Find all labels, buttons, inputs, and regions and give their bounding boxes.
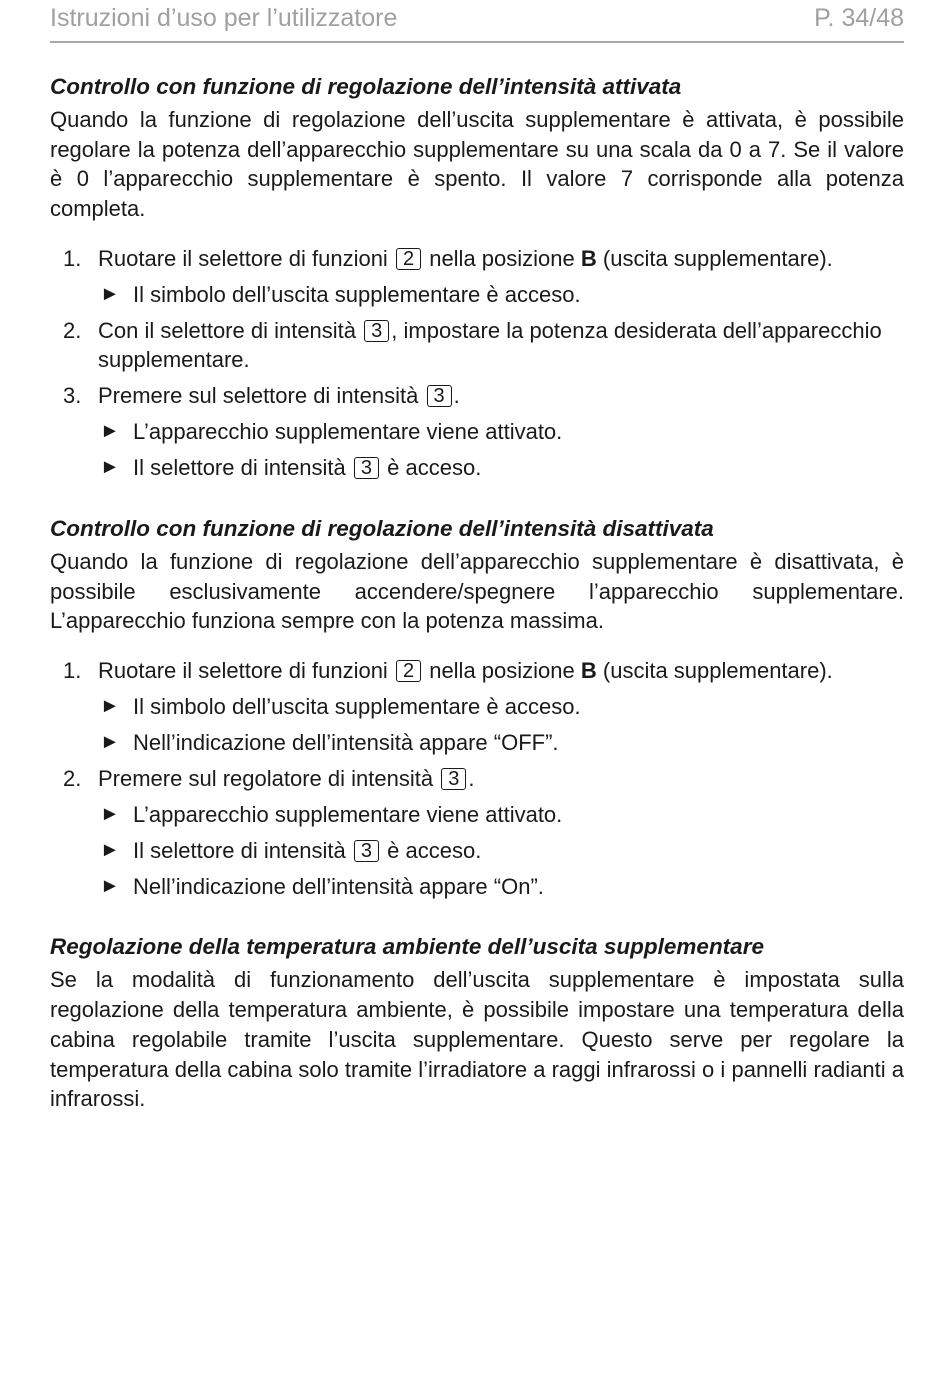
step-text: Ruotare il selettore di funzioni	[98, 657, 388, 683]
step-item	[50, 656, 904, 686]
step-text: nella posizione	[429, 657, 575, 683]
step-text: Premere sul regolatore di intensità	[98, 765, 434, 791]
step-text: .	[468, 765, 475, 791]
page-content	[50, 71, 904, 1114]
key-3-icon: 3	[441, 768, 466, 790]
result-text: Il selettore di intensità	[133, 455, 346, 481]
step-number: 1.	[63, 657, 82, 683]
step-item	[50, 244, 904, 274]
result-item	[50, 453, 904, 483]
key-3-icon: 3	[364, 320, 389, 342]
section-intensity-on	[50, 71, 904, 483]
key-3-icon: 3	[427, 385, 452, 407]
step-item	[50, 381, 904, 411]
section-intensity-off	[50, 513, 904, 902]
key-3-icon: 3	[354, 840, 379, 862]
step-text: Premere sul selettore di intensità	[98, 383, 419, 409]
triangle-right-icon: ►	[100, 282, 120, 305]
step-text: , impostare la potenza desiderata dell’apparecchio supplementare.	[98, 317, 882, 373]
result-text: L’apparecchio supplementare viene attivato.	[133, 419, 563, 445]
step-text: (uscita supplementare).	[602, 245, 833, 271]
triangle-right-icon: ►	[100, 802, 120, 825]
section-intro: Quando la funzione di regolazione dell’apparecchio supplementare è disattivata, è possibile esclusivamente accendere/spegnere l’apparecchio supplementare. L’apparecchio funziona sempre con la potenza massima.	[50, 548, 904, 634]
triangle-right-icon: ►	[100, 694, 120, 717]
result-text: è acceso.	[387, 837, 482, 863]
result-text: Il simbolo dell’uscita supplementare è acceso.	[133, 693, 581, 719]
step-number: 2.	[63, 765, 82, 791]
step-text: .	[453, 383, 460, 409]
key-2-icon: 2	[396, 248, 421, 270]
result-text: Il selettore di intensità	[133, 837, 346, 863]
result-item	[50, 836, 904, 866]
triangle-right-icon: ►	[100, 420, 120, 443]
triangle-right-icon: ►	[100, 730, 120, 753]
result-item	[50, 692, 904, 722]
position-label: B	[580, 245, 597, 271]
triangle-right-icon: ►	[100, 838, 120, 861]
step-text: Con il selettore di intensità	[98, 317, 357, 343]
step-number: 3.	[63, 383, 82, 409]
section-intro: Se la modalità di funzionamento dell’uscita supplementare è impostata sulla regolazione della temperatura ambiente, è possibile impostare una temperatura della cabina regolabile tramite l’uscita supplementare. Questo serve per regolare la temperatura della cabina solo tramite l’irradiatore a raggi infrarossi o i pannelli radianti a infrarossi.	[50, 967, 904, 1112]
step-number: 1.	[63, 245, 82, 271]
triangle-right-icon: ►	[100, 874, 120, 897]
section-heading: Regolazione della temperatura ambiente dell’uscita supplementare	[50, 934, 764, 960]
position-label: B	[580, 657, 597, 683]
key-3-icon: 3	[354, 457, 379, 479]
result-text: Nell’indicazione dell’intensità appare “On”.	[133, 873, 544, 899]
step-text: (uscita supplementare).	[602, 657, 833, 683]
instruction-list	[50, 244, 904, 483]
result-text: è acceso.	[387, 455, 482, 481]
step-text: Ruotare il selettore di funzioni	[98, 245, 388, 271]
triangle-right-icon: ►	[100, 456, 120, 479]
result-item	[50, 872, 904, 902]
section-room-temperature	[50, 931, 904, 1114]
section-heading: Controllo con funzione di regolazione dell’intensità disattivata	[50, 515, 714, 541]
section-intro: Quando la funzione di regolazione dell’uscita supplementare è attivata, è possibile regolare la potenza dell’apparecchio supplementare su una scala da 0 a 7. Se il valore è 0 l’apparecchio supplementare è spento. Il valore 7 corrisponde alla potenza completa.	[50, 107, 904, 222]
result-item	[50, 280, 904, 310]
result-text: Nell’indicazione dell’intensità appare “OFF”.	[133, 729, 559, 755]
step-item	[50, 764, 904, 794]
step-item	[50, 316, 904, 375]
page-header	[50, 0, 904, 43]
page-number: P. 34/48	[814, 4, 904, 32]
result-item	[50, 417, 904, 447]
step-text: nella posizione	[429, 245, 575, 271]
result-item	[50, 728, 904, 758]
result-text: Il simbolo dell’uscita supplementare è acceso.	[133, 281, 581, 307]
section-heading: Controllo con funzione di regolazione dell’intensità attivata	[50, 74, 682, 99]
result-item	[50, 800, 904, 830]
instruction-list	[50, 656, 904, 902]
key-2-icon: 2	[396, 660, 421, 682]
result-text: L’apparecchio supplementare viene attivato.	[133, 801, 563, 827]
step-number: 2.	[63, 317, 82, 343]
header-title: Istruzioni d’uso per l’utilizzatore	[50, 4, 398, 32]
